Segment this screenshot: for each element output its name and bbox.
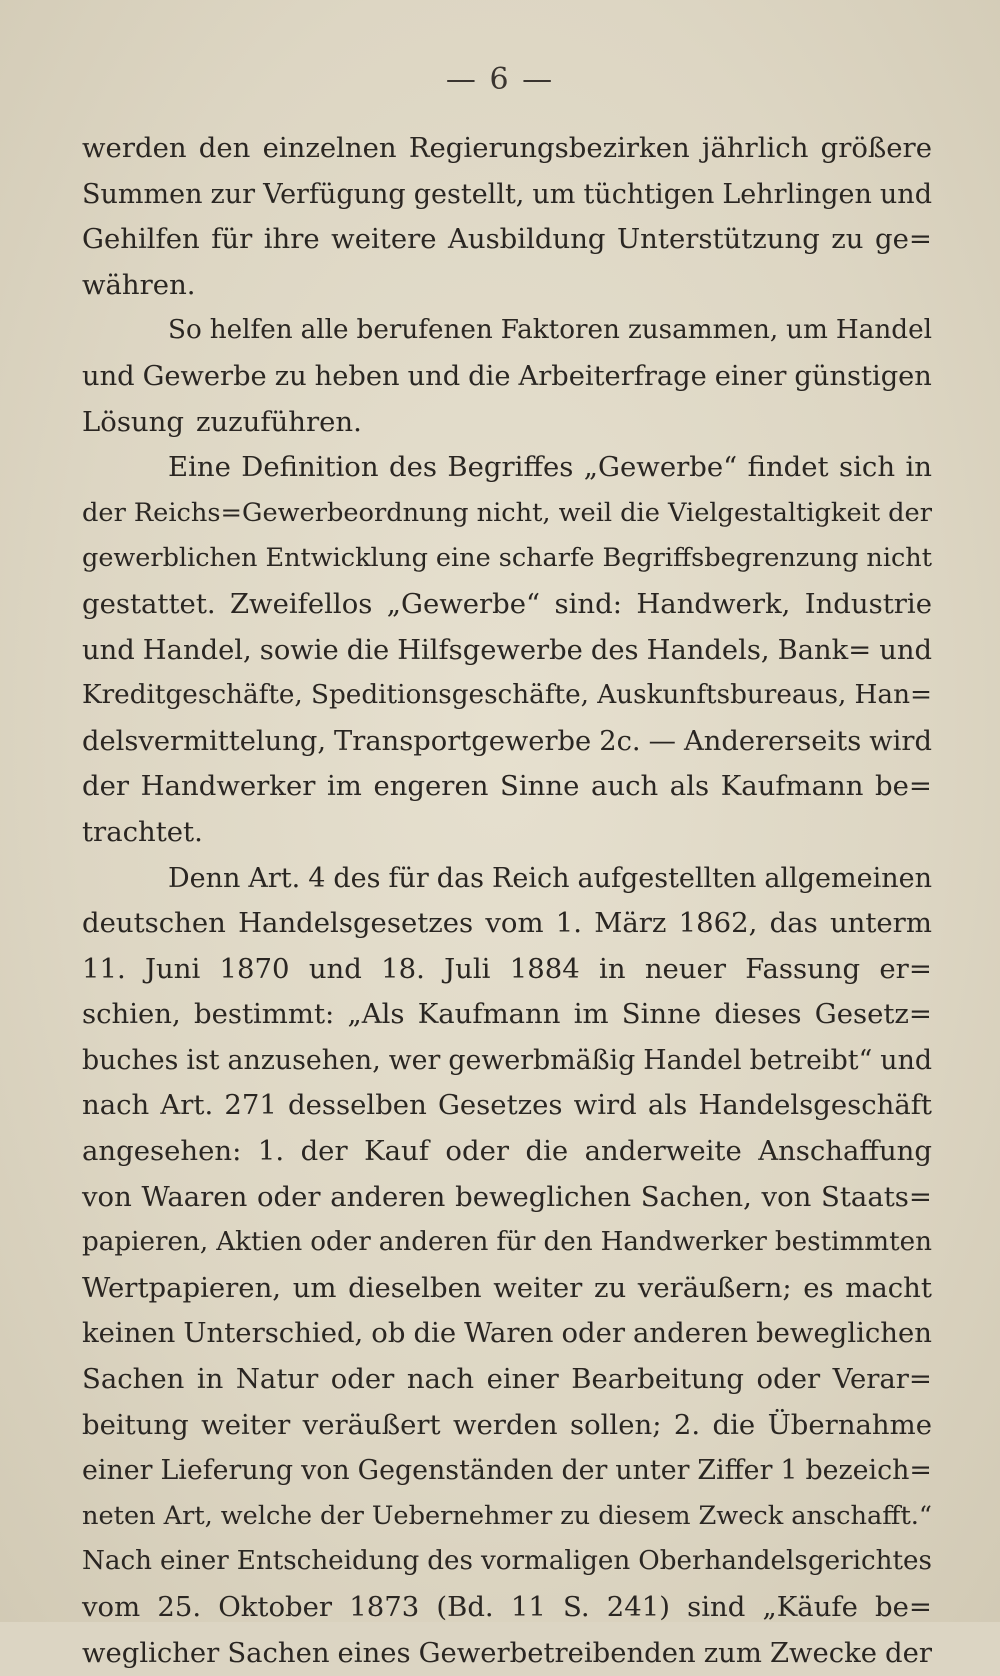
word: des [427, 1546, 473, 1577]
text-line [82, 1403, 932, 1449]
word: diesem [598, 1500, 691, 1531]
word: Natur [235, 1363, 319, 1396]
word: Begriffes [447, 451, 574, 484]
word: des [389, 451, 437, 484]
word: Staats= [821, 1180, 932, 1213]
word: 2c. [599, 725, 641, 757]
word: um [786, 315, 828, 346]
word: Reichs=Gewerbeordnung [133, 497, 469, 528]
word: Art, [163, 1500, 213, 1531]
word: und [880, 1044, 932, 1076]
word: ge= [874, 223, 932, 256]
word: nach [82, 1089, 150, 1122]
word: tüchtigen [583, 178, 715, 210]
text-line [82, 445, 932, 491]
word: Handel, [142, 634, 252, 666]
word: Begriffsbegrenzung [602, 543, 859, 574]
word: welche [220, 1500, 313, 1531]
word: sich [839, 451, 896, 484]
word: zu [593, 1271, 627, 1304]
word: bestimmt: [193, 998, 335, 1031]
word: Verar= [832, 1363, 932, 1396]
word: Regierungsbezirken [408, 132, 690, 164]
word: buches [82, 1044, 179, 1076]
word: So [168, 315, 202, 346]
word: bestimmten [774, 1227, 932, 1258]
word: und [82, 634, 135, 666]
word: Handwerker [600, 1227, 767, 1258]
word: einer [486, 1363, 559, 1396]
word: 271 [224, 1089, 277, 1122]
word: 18. [381, 952, 425, 985]
word: im [326, 770, 362, 803]
word: — [648, 725, 676, 757]
word: Faktoren [500, 315, 620, 346]
word: der [82, 770, 130, 803]
word: ob [371, 1317, 406, 1350]
text-line [82, 1539, 932, 1585]
word: Ausbildung [448, 223, 606, 256]
word: Entscheidung [236, 1546, 420, 1577]
word: in [905, 451, 932, 484]
word: Uebernehmer [371, 1500, 553, 1531]
word: Sinne [500, 770, 580, 803]
word: be= [875, 770, 932, 803]
word: 241) [606, 1591, 670, 1623]
word: der [300, 1135, 348, 1168]
word: günstigen [794, 360, 932, 392]
word: angesehen: [82, 1135, 242, 1168]
word: die [413, 1317, 457, 1350]
word: 1884 [509, 952, 580, 985]
word: Sachen [82, 1363, 185, 1396]
word: Sinne [621, 998, 702, 1031]
text-line [82, 1357, 932, 1403]
word: sind [687, 1591, 746, 1623]
word: „Als [347, 998, 405, 1031]
word: Unterstützung [617, 223, 820, 256]
word: oder [330, 1363, 395, 1396]
word: Gewerbetreibenden [418, 1637, 696, 1669]
word: „Gewerbe“ [386, 587, 541, 620]
word: eine [435, 543, 491, 574]
word: Reich [492, 862, 570, 894]
text-line [82, 1311, 932, 1357]
word: wird [869, 725, 932, 757]
word: Bearbeitung [571, 1363, 745, 1396]
text-line [82, 947, 932, 993]
word: 1862, [678, 907, 758, 940]
word: März [594, 907, 667, 940]
word: des [590, 634, 639, 666]
word: das [436, 862, 485, 894]
word: Vielgestaltigkeit [667, 497, 881, 528]
word: währen. [82, 268, 196, 301]
word: Gegenständen [357, 1455, 554, 1487]
text-line [82, 1175, 932, 1221]
word: Handels, [646, 634, 770, 666]
word: Juni [145, 952, 201, 985]
word: der [888, 497, 932, 528]
text-line [82, 764, 932, 810]
word: Oktober [218, 1591, 333, 1623]
word: von [301, 1455, 350, 1487]
text-line [82, 719, 932, 765]
text-line [82, 1266, 932, 1312]
word: Ziffer [697, 1455, 773, 1487]
word: sowie [259, 634, 339, 666]
word: und [407, 360, 461, 392]
text-line [82, 354, 932, 400]
word: jährlich [701, 132, 809, 164]
word: als [669, 770, 710, 803]
word: anschafft.“ [791, 1500, 932, 1531]
word: berufenen [356, 315, 493, 346]
word: das [769, 907, 818, 940]
word: trachtet. [82, 815, 203, 848]
text-line [82, 308, 932, 354]
word: einer [82, 1455, 153, 1487]
word: Oberhandelsgerichtes [638, 1546, 932, 1577]
word: zu [274, 360, 307, 392]
word: betreibt“ [749, 1044, 873, 1076]
word: 1. [555, 907, 583, 940]
text-line [82, 582, 932, 628]
word: papieren, [82, 1227, 209, 1258]
word: Handwerker [140, 770, 316, 803]
word: weitere [331, 223, 437, 256]
word: gewerblichen [82, 543, 258, 574]
word: weil [558, 497, 613, 528]
word: zusammen, [627, 315, 779, 346]
word: delsvermittelung, [82, 725, 327, 757]
word: Gesetzes [437, 1089, 563, 1122]
text-line [82, 901, 932, 947]
word: anzusehen, [227, 1044, 381, 1076]
word: die [620, 497, 660, 528]
word: oder [257, 1180, 321, 1213]
word: der [561, 1455, 608, 1487]
text-line [82, 1038, 932, 1084]
word: „Käufe [762, 1591, 858, 1623]
word: schien, [82, 998, 181, 1031]
word: be= [875, 1591, 932, 1623]
word: die [525, 1135, 569, 1168]
word: den [543, 1227, 593, 1258]
word: und [879, 178, 932, 210]
word: einer [714, 360, 787, 392]
word: und [308, 952, 362, 985]
word: einer [160, 1546, 229, 1577]
word: in [196, 1363, 224, 1396]
word: der [82, 497, 126, 528]
text-line [82, 1585, 932, 1631]
word: 1. [257, 1135, 285, 1168]
word: oder [445, 1135, 509, 1168]
word: Zwecke [769, 1637, 878, 1669]
text-line [82, 400, 932, 446]
word: werden [452, 1408, 558, 1441]
word: Arbeiterfrage [518, 360, 707, 392]
word: beweglichen [455, 1180, 632, 1213]
word: gestattet. [82, 587, 216, 620]
text-line [82, 491, 932, 537]
word: Sachen [227, 1637, 330, 1669]
word: gestellt, [413, 178, 525, 210]
word: vom [485, 907, 544, 940]
word: Handelsgeschäft [698, 1089, 932, 1122]
word: Kreditgeschäfte, [82, 680, 303, 711]
word: anderweite [584, 1135, 742, 1168]
word: um [292, 1271, 337, 1304]
word: 25. [157, 1591, 202, 1623]
word: Nach [82, 1546, 153, 1577]
word: vormaligen [480, 1546, 631, 1577]
word: anderen [633, 1317, 749, 1350]
word: Eine [168, 451, 231, 484]
text-line [82, 1631, 932, 1676]
word: „Gewerbe“ [583, 451, 738, 484]
word: findet [747, 451, 829, 484]
word: Wertpapieren, [82, 1271, 282, 1304]
word: Handel [835, 315, 932, 346]
word: für [211, 223, 253, 256]
text-line [82, 1083, 932, 1129]
word: Lösung [82, 405, 184, 438]
word: Lehrlingen [722, 178, 872, 210]
word: Juli [444, 952, 491, 985]
word: nicht [866, 543, 932, 574]
word: beweglichen [756, 1317, 932, 1350]
text-line [82, 1220, 932, 1266]
word: Summen [82, 178, 203, 210]
word: deutschen [82, 907, 226, 940]
word: helfen [209, 315, 293, 346]
word: weiter [493, 1271, 583, 1304]
word: Transportgewerbe [334, 725, 592, 757]
word: für [496, 1227, 536, 1258]
word: Gewerbe [142, 360, 267, 392]
word: Waaren [141, 1180, 248, 1213]
word: Gehilfen [82, 223, 200, 256]
word: Übernahme [767, 1408, 932, 1441]
word: zum [703, 1637, 762, 1669]
word: bezeich= [805, 1455, 932, 1487]
word: oder [310, 1227, 371, 1258]
word: 1870 [219, 952, 290, 985]
word: Aktien [216, 1227, 303, 1258]
word: Hilfsgewerbe [397, 634, 583, 666]
word: dieses [714, 998, 802, 1031]
word: vom [82, 1591, 141, 1623]
word: zu [560, 1500, 591, 1531]
word: ist [186, 1044, 220, 1076]
word: allgemeinen [764, 862, 932, 894]
word: er= [879, 952, 932, 985]
word: Han= [854, 680, 932, 711]
text-line [82, 172, 932, 218]
word: veräußert [302, 1408, 441, 1441]
word: Art. [160, 1089, 214, 1122]
word: Kaufmann [417, 998, 561, 1031]
word: Industrie [804, 587, 932, 620]
text-line [82, 856, 932, 902]
word: Handel [643, 1044, 742, 1076]
word: der [885, 1637, 932, 1669]
word: weiter [201, 1408, 291, 1441]
text-line [82, 126, 932, 172]
word: Verfügung [263, 178, 406, 210]
word: nach [406, 1363, 475, 1396]
word: wird [573, 1089, 637, 1122]
word: scharfe [498, 543, 595, 574]
word: Handwerk, [636, 587, 791, 620]
word: Waren [464, 1317, 554, 1350]
word: desselben [288, 1089, 427, 1122]
word: Gesetz= [814, 998, 932, 1031]
word: heben [314, 360, 400, 392]
word: oder [561, 1317, 626, 1350]
word: beitung [82, 1408, 189, 1441]
word: des [333, 862, 381, 894]
word: der [320, 1500, 364, 1531]
word: auch [590, 770, 659, 803]
word: die [712, 1408, 756, 1441]
word: und [879, 634, 932, 666]
word: sollen; [569, 1408, 662, 1441]
word: (Bd. [436, 1591, 494, 1623]
word: den [198, 132, 251, 164]
word: Handelsgesetzes [238, 907, 474, 940]
word: Lieferung [160, 1455, 294, 1487]
word: um [532, 178, 576, 210]
word: Fassung [745, 952, 861, 985]
word: Bank= [777, 634, 872, 666]
word: 1873 [349, 1591, 420, 1623]
word: alle [300, 315, 349, 346]
word: Denn [168, 862, 241, 894]
word: und [82, 360, 135, 392]
word: für [388, 862, 429, 894]
word: einzelnen [262, 132, 397, 164]
word: die [468, 360, 511, 392]
word: Auskunftsbureaus, [597, 680, 847, 711]
word: von [761, 1180, 812, 1213]
word: wer [388, 1044, 441, 1076]
word: in [599, 952, 626, 985]
word: Unterschied, [183, 1317, 364, 1350]
word: 11 [510, 1591, 546, 1623]
word: sind: [554, 587, 622, 620]
word: anderen [378, 1227, 489, 1258]
text-line [82, 992, 932, 1038]
page-number: — 6 — [445, 62, 555, 97]
word: macht [845, 1271, 932, 1304]
word: als [647, 1089, 688, 1122]
word: Zweifellos [229, 587, 373, 620]
word: Definition [241, 451, 379, 484]
word: gewerbmäßig [448, 1044, 636, 1076]
word: nicht, [476, 497, 551, 528]
word: 4 [308, 862, 326, 894]
word: von [82, 1180, 132, 1213]
text-line [82, 673, 932, 719]
word: Art. [248, 862, 301, 894]
word: oder [756, 1363, 821, 1396]
word: Anschaffung [758, 1135, 932, 1168]
word: S. [562, 1591, 590, 1623]
word: zu [831, 223, 864, 256]
word: werden [82, 132, 187, 164]
text-line [82, 1494, 932, 1540]
word: Andererseits [683, 725, 862, 757]
word: dieselben [348, 1271, 482, 1304]
text-line [82, 1129, 932, 1175]
text-line [82, 217, 932, 263]
word: im [573, 998, 609, 1031]
word: Zweck [698, 1500, 784, 1531]
word: Speditionsgeschäfte, [310, 680, 590, 711]
word: unter [615, 1455, 690, 1487]
word: größere [820, 132, 932, 164]
word: Kaufmann [720, 770, 864, 803]
text-line [82, 1448, 932, 1494]
word: 11. [82, 952, 126, 985]
word: eines [337, 1637, 411, 1669]
word: 2. [673, 1408, 701, 1441]
word: neten [82, 1500, 156, 1531]
word: neuer [644, 952, 726, 985]
text-line [82, 810, 932, 856]
word: Kauf [364, 1135, 429, 1168]
word: aufgestellten [577, 862, 757, 894]
word: anderen [330, 1180, 446, 1213]
word: keinen [82, 1317, 176, 1350]
word: engeren [373, 770, 489, 803]
word: Entwicklung [265, 543, 428, 574]
word: unterm [829, 907, 932, 940]
word: ihre [263, 223, 320, 256]
word: Sachen, [640, 1180, 752, 1213]
word: zuzuführen. [195, 405, 362, 438]
text-body [82, 126, 932, 1676]
text-line [82, 263, 932, 309]
word: zur [210, 178, 256, 210]
word: weglicher [82, 1637, 220, 1669]
text-line [82, 628, 932, 674]
word: 1 [780, 1455, 798, 1487]
text-line [82, 536, 932, 582]
word: es [803, 1271, 834, 1304]
word: veräußern; [637, 1271, 792, 1304]
word: die [346, 634, 390, 666]
